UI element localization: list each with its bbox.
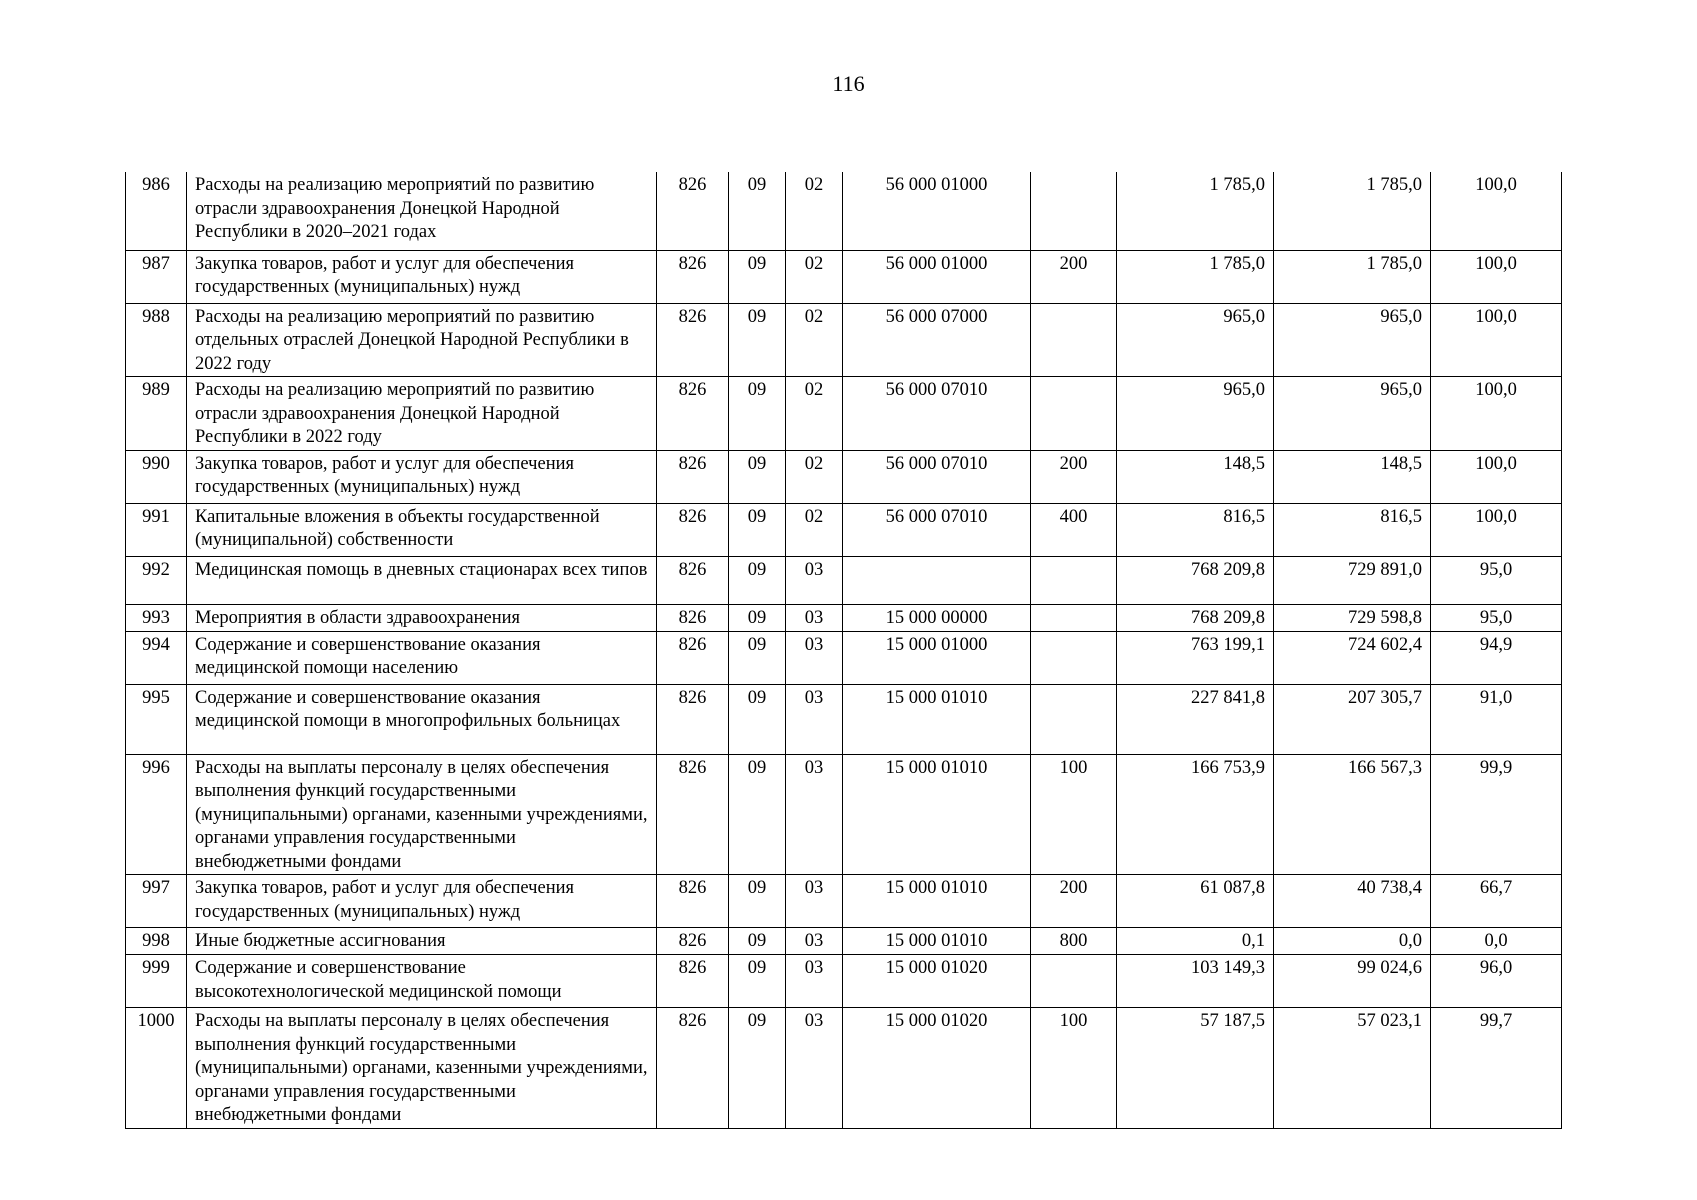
expense-name-cell: Расходы на реализацию мероприятий по развитию отрасли здравоохранения Донецкой Народной Республики в 2020–2021 годах xyxy=(187,172,657,250)
grbs-code-cell: 826 xyxy=(657,1008,729,1129)
planned-amount-cell: 103 149,3 xyxy=(1117,955,1274,1008)
row-number-cell: 996 xyxy=(126,754,187,875)
target-article-code-cell: 56 000 07010 xyxy=(843,377,1031,451)
target-article-code-cell: 56 000 07010 xyxy=(843,450,1031,503)
table-row xyxy=(126,928,1562,955)
expense-type-code-cell: 800 xyxy=(1031,928,1117,955)
table-row xyxy=(126,303,1562,377)
table-row xyxy=(126,684,1562,754)
subsection-code-cell: 03 xyxy=(786,1008,843,1129)
grbs-code-cell: 826 xyxy=(657,377,729,451)
section-code-cell: 09 xyxy=(729,604,786,631)
planned-amount-cell: 1 785,0 xyxy=(1117,172,1274,250)
section-code-cell: 09 xyxy=(729,303,786,377)
executed-amount-cell: 148,5 xyxy=(1274,450,1431,503)
expense-name-cell: Медицинская помощь в дневных стационарах всех типов xyxy=(187,556,657,604)
execution-percent-cell: 95,0 xyxy=(1431,604,1562,631)
table-row xyxy=(126,604,1562,631)
grbs-code-cell: 826 xyxy=(657,604,729,631)
section-code-cell: 09 xyxy=(729,754,786,875)
subsection-code-cell: 02 xyxy=(786,503,843,556)
execution-percent-cell: 0,0 xyxy=(1431,928,1562,955)
table-row xyxy=(126,754,1562,875)
execution-percent-cell: 99,7 xyxy=(1431,1008,1562,1129)
section-code-cell: 09 xyxy=(729,631,786,684)
expense-type-code-cell xyxy=(1031,684,1117,754)
section-code-cell: 09 xyxy=(729,928,786,955)
subsection-code-cell: 02 xyxy=(786,172,843,250)
execution-percent-cell: 100,0 xyxy=(1431,450,1562,503)
table-row xyxy=(126,503,1562,556)
row-number-cell: 991 xyxy=(126,503,187,556)
executed-amount-cell: 40 738,4 xyxy=(1274,875,1431,928)
expense-type-code-cell: 200 xyxy=(1031,875,1117,928)
subsection-code-cell: 02 xyxy=(786,303,843,377)
row-number-cell: 994 xyxy=(126,631,187,684)
section-code-cell: 09 xyxy=(729,450,786,503)
executed-amount-cell: 1 785,0 xyxy=(1274,172,1431,250)
grbs-code-cell: 826 xyxy=(657,250,729,303)
grbs-code-cell: 826 xyxy=(657,684,729,754)
section-code-cell: 09 xyxy=(729,172,786,250)
row-number-cell: 990 xyxy=(126,450,187,503)
planned-amount-cell: 227 841,8 xyxy=(1117,684,1274,754)
table-row xyxy=(126,556,1562,604)
grbs-code-cell: 826 xyxy=(657,928,729,955)
expense-name-cell: Содержание и совершенствование высокотехнологической медицинской помощи xyxy=(187,955,657,1008)
row-number-cell: 999 xyxy=(126,955,187,1008)
expense-name-cell: Расходы на выплаты персоналу в целях обеспечения выполнения функций государственными (муниципальными) органами, казенными учреждениями, органами управления государственными внебюджетными фондами xyxy=(187,754,657,875)
planned-amount-cell: 763 199,1 xyxy=(1117,631,1274,684)
row-number-cell: 987 xyxy=(126,250,187,303)
grbs-code-cell: 826 xyxy=(657,450,729,503)
target-article-code-cell: 56 000 07010 xyxy=(843,503,1031,556)
planned-amount-cell: 965,0 xyxy=(1117,377,1274,451)
table-row xyxy=(126,450,1562,503)
executed-amount-cell: 965,0 xyxy=(1274,303,1431,377)
execution-percent-cell: 66,7 xyxy=(1431,875,1562,928)
section-code-cell: 09 xyxy=(729,250,786,303)
grbs-code-cell: 826 xyxy=(657,754,729,875)
expense-type-code-cell xyxy=(1031,172,1117,250)
executed-amount-cell: 724 602,4 xyxy=(1274,631,1431,684)
planned-amount-cell: 768 209,8 xyxy=(1117,556,1274,604)
executed-amount-cell: 729 598,8 xyxy=(1274,604,1431,631)
target-article-code-cell xyxy=(843,556,1031,604)
expense-name-cell: Расходы на выплаты персоналу в целях обеспечения выполнения функций государственными (муниципальными) органами, казенными учреждениями, органами управления государственными внебюджетными фондами xyxy=(187,1008,657,1129)
executed-amount-cell: 729 891,0 xyxy=(1274,556,1431,604)
expense-name-cell: Содержание и совершенствование оказания медицинской помощи в многопрофильных больницах xyxy=(187,684,657,754)
expense-type-code-cell xyxy=(1031,631,1117,684)
table-row xyxy=(126,250,1562,303)
expense-name-cell: Закупка товаров, работ и услуг для обеспечения государственных (муниципальных) нужд xyxy=(187,875,657,928)
target-article-code-cell: 56 000 01000 xyxy=(843,172,1031,250)
expense-name-cell: Иные бюджетные ассигнования xyxy=(187,928,657,955)
execution-percent-cell: 91,0 xyxy=(1431,684,1562,754)
subsection-code-cell: 03 xyxy=(786,631,843,684)
execution-percent-cell: 94,9 xyxy=(1431,631,1562,684)
expense-name-cell: Расходы на реализацию мероприятий по развитию отдельных отраслей Донецкой Народной Республики в 2022 году xyxy=(187,303,657,377)
executed-amount-cell: 57 023,1 xyxy=(1274,1008,1431,1129)
target-article-code-cell: 15 000 01010 xyxy=(843,684,1031,754)
expense-type-code-cell xyxy=(1031,556,1117,604)
section-code-cell: 09 xyxy=(729,684,786,754)
execution-percent-cell: 99,9 xyxy=(1431,754,1562,875)
table-row xyxy=(126,377,1562,451)
executed-amount-cell: 965,0 xyxy=(1274,377,1431,451)
row-number-cell: 993 xyxy=(126,604,187,631)
expense-type-code-cell: 100 xyxy=(1031,1008,1117,1129)
target-article-code-cell: 56 000 01000 xyxy=(843,250,1031,303)
page-number: 116 xyxy=(832,71,865,96)
expense-name-cell: Закупка товаров, работ и услуг для обеспечения государственных (муниципальных) нужд xyxy=(187,450,657,503)
expense-name-cell: Расходы на реализацию мероприятий по развитию отрасли здравоохранения Донецкой Народной Республики в 2022 году xyxy=(187,377,657,451)
execution-percent-cell: 100,0 xyxy=(1431,303,1562,377)
target-article-code-cell: 15 000 01000 xyxy=(843,631,1031,684)
grbs-code-cell: 826 xyxy=(657,172,729,250)
planned-amount-cell: 166 753,9 xyxy=(1117,754,1274,875)
subsection-code-cell: 03 xyxy=(786,684,843,754)
table-row xyxy=(126,875,1562,928)
table-body xyxy=(126,172,1562,1128)
target-article-code-cell: 15 000 01010 xyxy=(843,875,1031,928)
section-code-cell: 09 xyxy=(729,875,786,928)
subsection-code-cell: 03 xyxy=(786,754,843,875)
row-number-cell: 986 xyxy=(126,172,187,250)
executed-amount-cell: 816,5 xyxy=(1274,503,1431,556)
planned-amount-cell: 816,5 xyxy=(1117,503,1274,556)
row-number-cell: 998 xyxy=(126,928,187,955)
section-code-cell: 09 xyxy=(729,503,786,556)
planned-amount-cell: 148,5 xyxy=(1117,450,1274,503)
expense-name-cell: Закупка товаров, работ и услуг для обеспечения государственных (муниципальных) нужд xyxy=(187,250,657,303)
grbs-code-cell: 826 xyxy=(657,556,729,604)
row-number-cell: 989 xyxy=(126,377,187,451)
expense-type-code-cell xyxy=(1031,604,1117,631)
expense-name-cell: Капитальные вложения в объекты государственной (муниципальной) собственности xyxy=(187,503,657,556)
expense-name-cell: Мероприятия в области здравоохранения xyxy=(187,604,657,631)
expense-type-code-cell xyxy=(1031,955,1117,1008)
expense-type-code-cell: 200 xyxy=(1031,250,1117,303)
grbs-code-cell: 826 xyxy=(657,631,729,684)
expense-type-code-cell xyxy=(1031,303,1117,377)
grbs-code-cell: 826 xyxy=(657,875,729,928)
row-number-cell: 997 xyxy=(126,875,187,928)
execution-percent-cell: 95,0 xyxy=(1431,556,1562,604)
executed-amount-cell: 1 785,0 xyxy=(1274,250,1431,303)
target-article-code-cell: 15 000 01020 xyxy=(843,955,1031,1008)
execution-percent-cell: 100,0 xyxy=(1431,250,1562,303)
section-code-cell: 09 xyxy=(729,377,786,451)
subsection-code-cell: 02 xyxy=(786,250,843,303)
budget-table xyxy=(125,172,1562,1129)
execution-percent-cell: 100,0 xyxy=(1431,172,1562,250)
executed-amount-cell: 99 024,6 xyxy=(1274,955,1431,1008)
planned-amount-cell: 1 785,0 xyxy=(1117,250,1274,303)
execution-percent-cell: 100,0 xyxy=(1431,503,1562,556)
executed-amount-cell: 166 567,3 xyxy=(1274,754,1431,875)
row-number-cell: 995 xyxy=(126,684,187,754)
target-article-code-cell: 15 000 01010 xyxy=(843,928,1031,955)
subsection-code-cell: 03 xyxy=(786,556,843,604)
execution-percent-cell: 100,0 xyxy=(1431,377,1562,451)
target-article-code-cell: 15 000 01020 xyxy=(843,1008,1031,1129)
subsection-code-cell: 03 xyxy=(786,928,843,955)
target-article-code-cell: 15 000 00000 xyxy=(843,604,1031,631)
execution-percent-cell: 96,0 xyxy=(1431,955,1562,1008)
subsection-code-cell: 03 xyxy=(786,955,843,1008)
section-code-cell: 09 xyxy=(729,955,786,1008)
grbs-code-cell: 826 xyxy=(657,503,729,556)
row-number-cell: 992 xyxy=(126,556,187,604)
subsection-code-cell: 03 xyxy=(786,875,843,928)
subsection-code-cell: 02 xyxy=(786,377,843,451)
table-row xyxy=(126,1008,1562,1129)
executed-amount-cell: 0,0 xyxy=(1274,928,1431,955)
target-article-code-cell: 56 000 07000 xyxy=(843,303,1031,377)
subsection-code-cell: 02 xyxy=(786,450,843,503)
target-article-code-cell: 15 000 01010 xyxy=(843,754,1031,875)
planned-amount-cell: 768 209,8 xyxy=(1117,604,1274,631)
subsection-code-cell: 03 xyxy=(786,604,843,631)
grbs-code-cell: 826 xyxy=(657,303,729,377)
section-code-cell: 09 xyxy=(729,556,786,604)
row-number-cell: 1000 xyxy=(126,1008,187,1129)
planned-amount-cell: 61 087,8 xyxy=(1117,875,1274,928)
expense-type-code-cell: 400 xyxy=(1031,503,1117,556)
expense-type-code-cell: 200 xyxy=(1031,450,1117,503)
table-row xyxy=(126,631,1562,684)
table-row xyxy=(126,172,1562,250)
executed-amount-cell: 207 305,7 xyxy=(1274,684,1431,754)
planned-amount-cell: 0,1 xyxy=(1117,928,1274,955)
planned-amount-cell: 965,0 xyxy=(1117,303,1274,377)
row-number-cell: 988 xyxy=(126,303,187,377)
expense-type-code-cell xyxy=(1031,377,1117,451)
table-row xyxy=(126,955,1562,1008)
expense-type-code-cell: 100 xyxy=(1031,754,1117,875)
planned-amount-cell: 57 187,5 xyxy=(1117,1008,1274,1129)
section-code-cell: 09 xyxy=(729,1008,786,1129)
grbs-code-cell: 826 xyxy=(657,955,729,1008)
expense-name-cell: Содержание и совершенствование оказания медицинской помощи населению xyxy=(187,631,657,684)
